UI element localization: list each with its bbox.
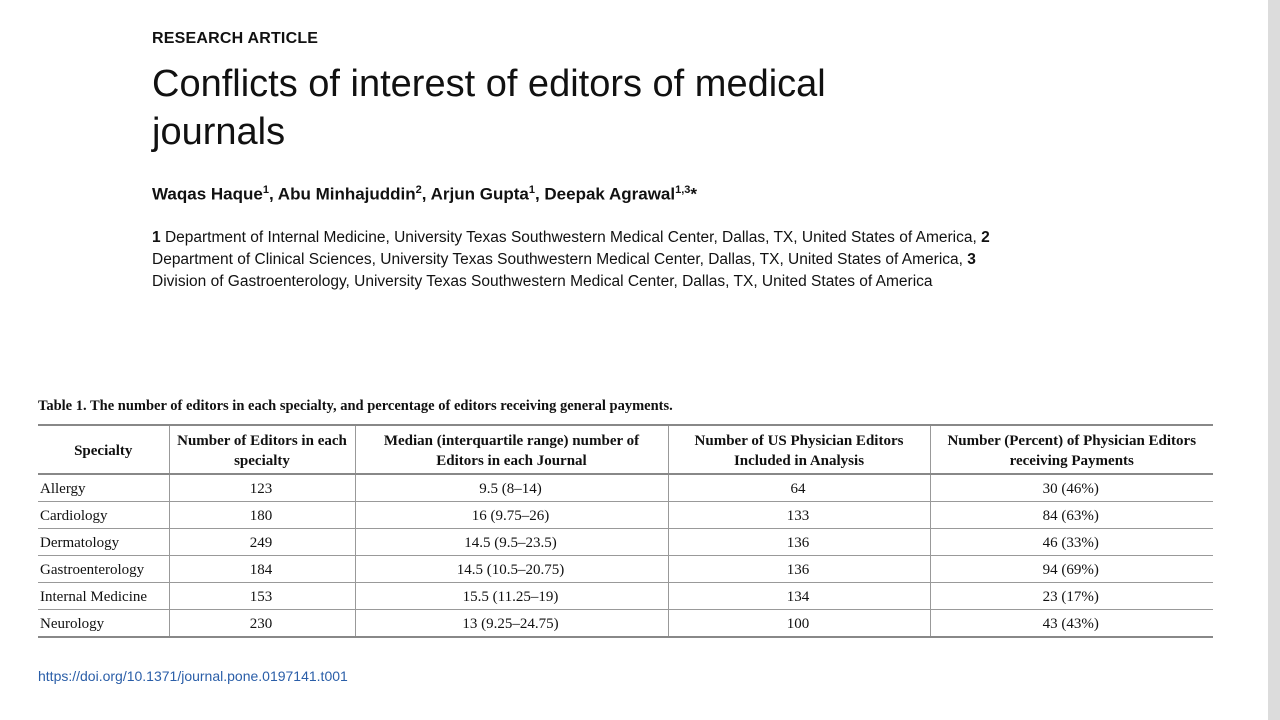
- author-affiliation-mark: 1,3: [675, 184, 691, 196]
- table-cell: Dermatology: [38, 529, 169, 556]
- table-cell: 43 (43%): [930, 610, 1213, 638]
- table-cell: 249: [169, 529, 355, 556]
- right-edge-strip: [1268, 0, 1280, 720]
- table-cell: 123: [169, 474, 355, 502]
- author-affiliation-mark: 1: [528, 184, 535, 196]
- table-cell: Cardiology: [38, 502, 169, 529]
- table-cell: Internal Medicine: [38, 583, 169, 610]
- column-header: Number (Percent) of Physician Editors receiving Payments: [930, 425, 1213, 474]
- table-row: [38, 474, 1213, 502]
- author-name: Deepak Agrawal: [544, 184, 676, 204]
- table-cell: 136: [668, 556, 930, 583]
- column-header: Number of Editors in each specialty: [169, 425, 355, 474]
- table-cell: 14.5 (9.5–23.5): [355, 529, 668, 556]
- table-cell: 64: [668, 474, 930, 502]
- table-row: [38, 556, 1213, 583]
- table-cell: 230: [169, 610, 355, 638]
- table-cell: 134: [668, 583, 930, 610]
- author-list: Waqas Haque$^1$, Abu Minhajuddin$^2$, Arjun Gupta$^1$, Deepak Agrawal$^{1,3}$*: [152, 184, 698, 204]
- affiliations: [152, 227, 992, 293]
- doi-link[interactable]: https://doi.org/10.1371/journal.pone.0197141.t001: [38, 668, 348, 684]
- table-cell: 9.5 (8–14): [355, 474, 668, 502]
- affiliation-number: 2: [981, 228, 990, 246]
- corresponding-author-mark: *: [690, 184, 698, 204]
- table-cell: 30 (46%): [930, 474, 1213, 502]
- table-cell: 180: [169, 502, 355, 529]
- affiliation-text: Division of Gastroenterology, University Texas Southwestern Medical Center, Dallas, TX, United States of America: [152, 272, 933, 290]
- column-header: Number of US Physician Editors Included in Analysis: [668, 425, 930, 474]
- table-row: [38, 610, 1213, 638]
- table-cell: 136: [668, 529, 930, 556]
- table-cell: 15.5 (11.25–19): [355, 583, 668, 610]
- column-header: Median (interquartile range) number of Editors in each Journal: [355, 425, 668, 474]
- author-name: Abu Minhajuddin: [277, 184, 416, 204]
- table-row: [38, 529, 1213, 556]
- affiliation-text: Department of Internal Medicine, University Texas Southwestern Medical Center, Dallas, TX, United States of America,: [164, 228, 977, 246]
- author-affiliation-mark: 2: [415, 184, 422, 196]
- data-table: [38, 424, 1213, 638]
- author-name: Waqas Haque: [152, 184, 263, 204]
- table-row: [38, 583, 1213, 610]
- table-cell: 100: [668, 610, 930, 638]
- article-header: [152, 30, 1012, 293]
- table-cell: 133: [668, 502, 930, 529]
- article-title: Conflicts of interest of editors of medical journals: [152, 63, 826, 153]
- table-cell: 84 (63%): [930, 502, 1213, 529]
- author-name: Arjun Gupta: [430, 184, 529, 204]
- table-cell: 46 (33%): [930, 529, 1213, 556]
- table-cell: 23 (17%): [930, 583, 1213, 610]
- table-cell: 16 (9.75–26): [355, 502, 668, 529]
- table-cell: 13 (9.25–24.75): [355, 610, 668, 638]
- table-cell: Allergy: [38, 474, 169, 502]
- table-header-row: [38, 425, 1213, 474]
- table-caption: Table 1. The number of editors in each specialty, and percentage of editors receiving general payments.: [38, 398, 673, 414]
- table-cell: Gastroenterology: [38, 556, 169, 583]
- table-cell: 184: [169, 556, 355, 583]
- article-type-label: RESEARCH ARTICLE: [152, 30, 319, 47]
- table-cell: Neurology: [38, 610, 169, 638]
- affiliation-text: Department of Clinical Sciences, University Texas Southwestern Medical Center, Dallas, TX, United States of America,: [152, 250, 963, 268]
- table-row: [38, 502, 1213, 529]
- table-cell: 153: [169, 583, 355, 610]
- affiliation-number: 3: [967, 250, 976, 268]
- affiliation-number: 1: [152, 228, 161, 246]
- author-affiliation-mark: 1: [262, 184, 269, 196]
- table-cell: 94 (69%): [930, 556, 1213, 583]
- column-header: Specialty: [38, 425, 169, 474]
- table-cell: 14.5 (10.5–20.75): [355, 556, 668, 583]
